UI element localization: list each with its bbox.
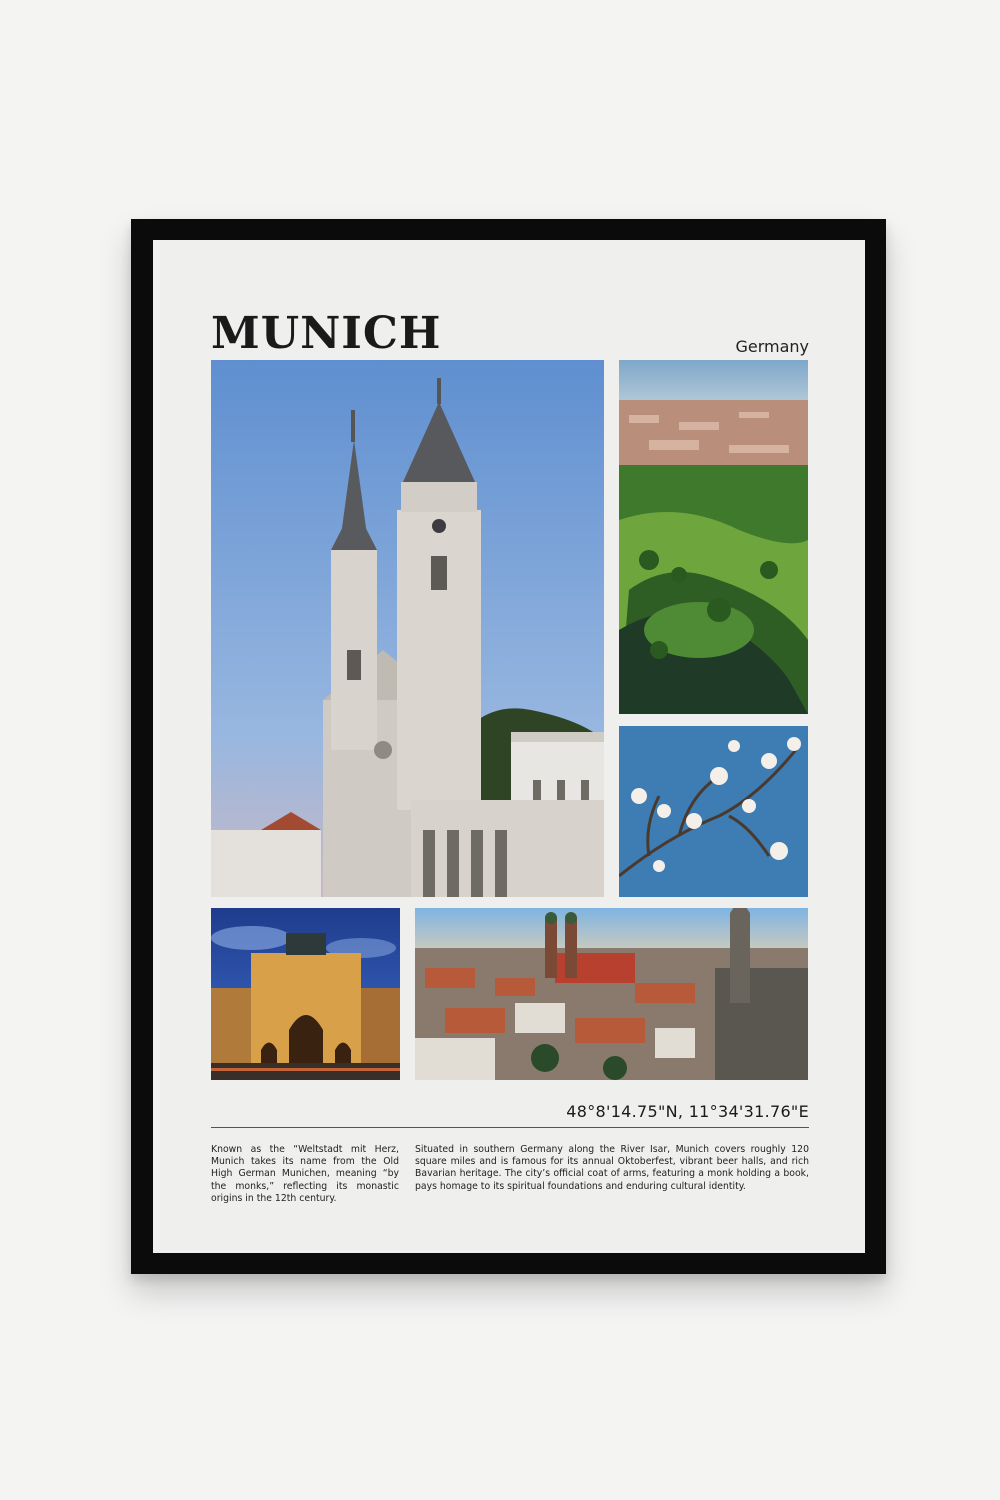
country-label: Germany <box>735 337 809 356</box>
photo-park <box>619 360 808 714</box>
city-title: MUNICH <box>211 308 442 359</box>
poster-frame <box>131 219 886 1274</box>
photo-church <box>211 360 604 897</box>
photo-skyline <box>415 908 808 1080</box>
divider-rule <box>211 1127 809 1128</box>
poster-paper <box>153 240 865 1253</box>
photo-blossom <box>619 726 808 897</box>
photo-gate <box>211 908 400 1080</box>
description-left: Known as the “Weltstadt mit Herz, Munich takes its name from the Old High German Munichen, meaning “by the monks,” reflecting its monastic origins in the 12th century. <box>211 1144 399 1204</box>
coordinates: 48°8'14.75"N, 11°34'31.76"E <box>566 1102 809 1121</box>
description-right: Situated in southern Germany along the River Isar, Munich covers roughly 120 square miles and is famous for its annual Oktoberfest, vibrant beer halls, and rich Bavarian heritage. The city’s official coat of arms, featuring a monk holding a book, pays homage to its spiritual foundations and enduring cultural identity. <box>415 1144 809 1192</box>
